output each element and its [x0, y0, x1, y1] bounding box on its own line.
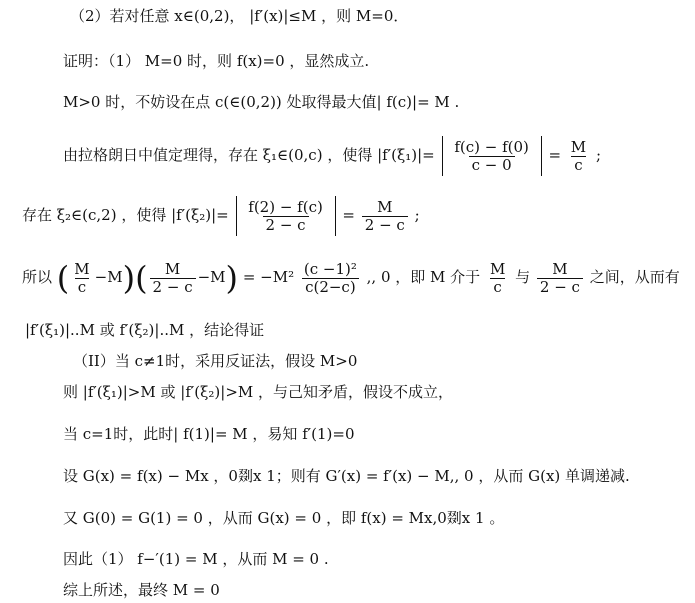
fraction-m-over-2-minus-c: [537, 261, 583, 296]
word-and: 与: [515, 268, 531, 286]
paren-close: ): [225, 259, 239, 297]
line-4-text: 由拉格朗日中值定理得，存在 ξ₁∈(0,c) ，使得: [63, 146, 373, 164]
fraction-denominator: 2 − c: [537, 278, 583, 296]
fraction-m-over-2-minus-c: [362, 199, 408, 234]
paren-close: ): [122, 259, 136, 297]
fraction-lagrange-2: [245, 199, 326, 234]
fraction-numerator: M: [570, 137, 587, 156]
line-4-abs-f-prime: |f′(ξ₁)|=: [377, 146, 435, 164]
minus-m: −M: [94, 268, 123, 286]
line-12: 又 G(0) = G(1) = 0 ，从而 G(x) = 0 ，即 f(x) = Mx,0剟x 1 。: [63, 509, 505, 527]
line-5: [22, 196, 420, 236]
line-1: （2）若对任意 x∈(0,2)， |f′(x)|≤M ，则 M=0．: [70, 7, 409, 25]
line-6-end: 之间，从而有: [589, 268, 680, 286]
line-4: [63, 136, 601, 176]
paren-open: (: [135, 259, 148, 297]
abs-bar-left: [236, 196, 237, 236]
fraction-denominator: c: [571, 156, 585, 174]
line-10: 当 c=1时，此时| f(1)|= M ，易知 f′(1)=0: [63, 425, 355, 443]
fraction-denominator: c: [75, 278, 89, 296]
line-8: （II）当 c≠1时，采用反证法，假设 M>0: [73, 352, 358, 370]
fraction-denominator: c(2−c): [302, 278, 359, 296]
fraction-denominator: 2 − c: [362, 216, 408, 234]
fraction-m-over-c: [487, 261, 508, 296]
line-11: 设 G(x) = f(x) − Mx ，0剟x 1；则有 G′(x) = f′(x) − M,, 0 ，从而 G(x) 单调递减.: [63, 467, 630, 485]
paren-open: (: [56, 259, 70, 297]
fraction-m-over-c: [71, 261, 92, 296]
abs-bar-right: [541, 136, 542, 176]
fraction-numerator: f(c) − f(0): [454, 137, 529, 156]
fraction-lagrange-1: [451, 139, 532, 174]
fraction-c-minus-1-squared: [301, 261, 360, 296]
fraction-numerator: M: [74, 259, 90, 278]
semicolon: ;: [595, 146, 601, 164]
fraction-m-over-c: [568, 139, 589, 174]
fraction-m-over-2-minus-c: [150, 261, 196, 296]
line-6: [22, 258, 680, 298]
line-5-text: 存在 ξ₂∈(c,2) ，使得 |f′(ξ₂)|=: [22, 206, 229, 224]
line-9: 则 |f′(ξ₁)|>M 或 |f′(ξ₂)|>M ，与己知矛盾，假设不成立，: [63, 383, 454, 401]
fraction-numerator: M: [552, 259, 568, 278]
abs-bar-right: [335, 196, 336, 236]
fraction-numerator: (c −1)²: [303, 259, 357, 278]
line-14: 综上所述，最终 M = 0: [63, 581, 220, 599]
equals-neg-m-squared: = −M²: [242, 268, 295, 286]
fraction-denominator: 2 − c: [150, 278, 196, 296]
fraction-denominator: 2 − c: [263, 216, 309, 234]
fraction-denominator: c: [490, 278, 504, 296]
equals-sign: =: [342, 206, 355, 224]
line-3: M>0 时，不妨设在点 c(∈(0,2)) 处取得最大值| f(c)|= M .: [63, 93, 460, 111]
fraction-denominator: c − 0: [469, 156, 515, 174]
fraction-numerator: M: [377, 197, 393, 216]
fraction-numerator: f(2) − f(c): [248, 197, 323, 216]
fraction-numerator: M: [164, 259, 181, 278]
line-6-tail: ,, 0 ，即 M 介于: [366, 268, 481, 286]
abs-bar-left: [442, 136, 443, 176]
line-13: 因此（1） f−′(1) = M ，从而 M = 0 .: [63, 550, 329, 568]
line-6-so: 所以: [22, 268, 53, 286]
equals-sign: =: [548, 146, 562, 164]
fraction-numerator: M: [489, 259, 506, 278]
line-2: 证明：（1） M=0 时，则 f(x)=0 ，显然成立.: [63, 52, 370, 70]
semicolon: ;: [414, 206, 420, 224]
minus-m: −M: [197, 268, 226, 286]
line-7: |f′(ξ₁)|..M 或 f′(ξ₂)|..M ，结论得证: [25, 321, 265, 339]
